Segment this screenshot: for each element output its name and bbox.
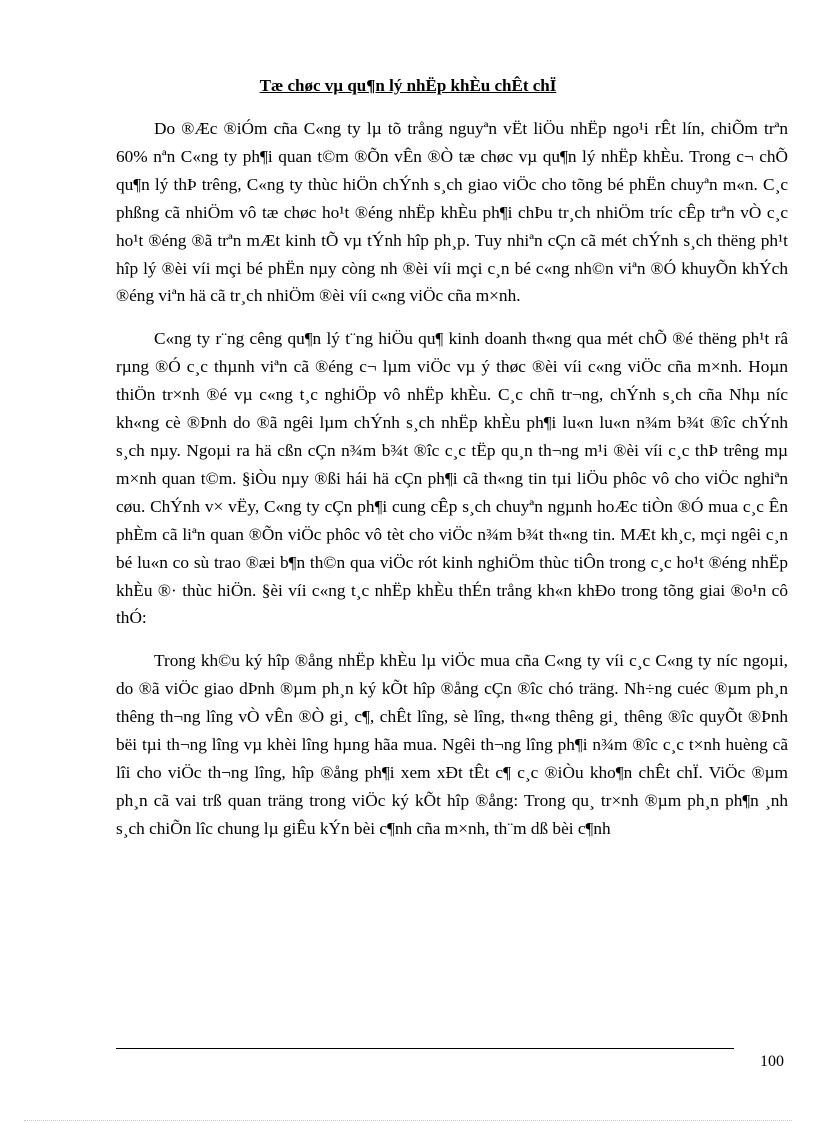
section-title: Tæ chøc vµ qu¶n lý nhËp khÈu chÊt chÏ (259, 76, 557, 95)
paragraph: Do ®Æc ®iÓm cña C«ng ty lµ tõ trång nguyªn vËt liÖu nhËp ngo¹i rÊt lín, chiÕm trªn 60% nªn C«ng ty ph¶i quan t©m ®Õn vÊn ®Ò tæ chøc vµ qu¶n lý nhËp khÈu. Trong c¬ chÕ qu¶n lý thÞ trêng, C«ng ty thùc hiÖn chÝnh s¸ch giao viÖc cho tõng bé phËn chuyªn m«n. C¸c phßng cã nhiÖm vô tæ chøc ho¹t ®éng nhËp khÈu ph¶i chÞu tr¸ch nhiÖm tríc cÊp trªn vÒ c¸c ho¹t ®éng ®ã trªn mÆt kinh tÕ vµ tÝnh hîp ph¸p. Tuy nhiªn cÇn cã mét chÝnh s¸ch thëng ph¹t hîp lý ®èi víi mçi bé phËn nµy còng nh ®èi víi mçi c¸n bé c«ng nh©n viªn ®Ó khuyÕn khÝch ®éng viªn hä cã tr¸ch nhiÖm ®èi víi c«ng viÖc cña m×nh. (116, 119, 788, 306)
footer-divider (116, 1048, 734, 1049)
paragraph: Trong kh©u ký hîp ®ång nhËp khÈu lµ viÖc mua cña C«ng ty víi c¸c C«ng ty níc ngoµi, do ®ã viÖc giao dÞnh ®µm ph¸n ký kÕt hîp ®ång cÇn ®îc chó träng. Nh÷ng cuéc ®µm ph¸n thêng th¬ng lîng vÒ vÊn ®Ò gi¸ c¶, chÊt lîng, sè lîng, th«ng thêng gi¸ thêng ®îc quyÕt ®Þnh bëi tµi th¬ng lîng vµ khèi lîng hµng hãa mua. Ngêi th¬ng lîng ph¶i n¾m ®îc c¸c t×nh huèng cã lîi cho viÖc th¬ng lîng, hîp ®ång ph¶i xem xÐt tÊt c¶ c¸c ®iÒu kho¶n chÊt chÏ. ViÖc ®µm ph¸n cã vai trß quan träng trong viÖc ký kÕt hîp ®ång: Trong qu¸ tr×nh ®µm ph¸n ph¶n ¸nh s¸ch chiÕn lîc chung lµ giÊu kÝn bèi c¶nh cña m×nh, th¨m dß bèi c¶nh (116, 651, 788, 838)
page-edge-divider (24, 1120, 792, 1121)
page-number: 100 (760, 1053, 784, 1070)
paragraph: C«ng ty r¨ng cêng qu¶n lý t¨ng hiÖu qu¶ kinh doanh th«ng qua mét chÕ ®é thëng ph¹t râ rµng ®Ó c¸c thµnh viªn cã ®éng c¬ lµm viÖc vµ ý thøc ®èi víi c«ng viÖc cña m×nh. Hoµn thiÖn tr×nh ®é vµ c«ng t¸c nghiÖp vô nhËp khÈu. C¸c chñ tr¬ng, chÝnh s¸ch cña Nhµ níc kh«ng cè ®Þnh do ®ã ngêi lµm chÝnh s¸ch nhËp khÈu ph¶i lu«n lu«n n¾m b¾t ®îc chÝnh s¸ch nµy. Ngoµi ra hä cßn cÇn n¾m b¾t ®îc c¸c tËp qu¸n th¬ng m¹i ®èi víi c¸c thÞ trêng mµ m×nh quan t©m. §iÒu nµy ®ßi hái hä cÇn ph¶i cã th«ng tin tµi liÖu phôc vô cho viÖc nghiªn cøu. ChÝnh v× vËy, C«ng ty cÇn ph¶i cung cÊp s¸ch chuyªn ngµnh hoÆc tiÒn ®Ó mua c¸c Ên phÈm cã liªn quan ®Õn viÖc phôc vô tèt cho viÖc n¾m b¾t th«ng tin. MÆt kh¸c, mçi ngêi c¸n bé lu«n co sù trao ®æi b¶n th©n qua viÖc rót kinh nghiÖm thùc tiÔn trong c¸c ho¹t ®éng nhËp khÈu ®· thùc hiÖn. §èi víi c«ng t¸c nhËp khÈu thÉn trång kh«n khÐo trong tõng giai ®o¹n cô thÓ: (116, 329, 788, 628)
body-text (116, 115, 788, 858)
